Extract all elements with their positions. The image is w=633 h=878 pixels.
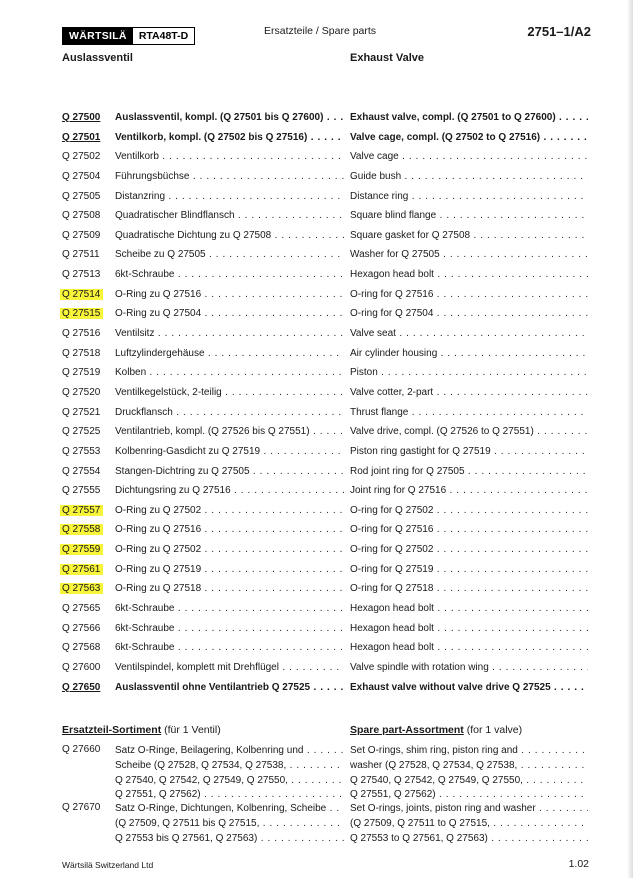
- part-description-english-text: Hexagon head bolt: [350, 642, 434, 654]
- part-description-english-text: Square blind flange: [350, 210, 437, 222]
- assortment-line-text: Q 27540, Q 27542, Q 27549, Q 27550,: [350, 774, 523, 786]
- assortment-line-text: Q 27553 to Q 27561, Q 27563): [350, 832, 488, 844]
- table-row: [0, 599, 633, 619]
- part-description-german-text: O-Ring zu Q 27502: [115, 504, 202, 516]
- assortment-line-text: Satz O-Ringe, Dichtungen, Kolbenring, Scheibe: [115, 803, 327, 814]
- table-row: [0, 501, 633, 521]
- part-description-english: [350, 638, 588, 658]
- part-code: [62, 128, 112, 148]
- part-code: [62, 403, 112, 423]
- part-description-german-text: Druckflansch: [115, 406, 173, 418]
- part-description-english: [350, 481, 588, 501]
- part-description-english: [350, 304, 588, 324]
- title-german: Auslassventil: [62, 52, 133, 64]
- part-description-german: [115, 363, 344, 383]
- part-description-english: [350, 245, 588, 265]
- part-code: [62, 265, 112, 285]
- table-row: [0, 540, 633, 560]
- part-description-german-text: O-Ring zu Q 27504: [115, 308, 202, 320]
- part-code: [62, 324, 112, 344]
- assortment-line: [115, 832, 344, 847]
- part-description-english-text: Washer for Q 27505: [350, 249, 440, 261]
- assortment-description-german: [115, 802, 344, 846]
- part-description-german: [115, 560, 344, 580]
- part-description-english: [350, 187, 588, 207]
- table-row: [0, 226, 633, 246]
- table-row: [0, 520, 633, 540]
- part-description-english: [350, 128, 588, 148]
- part-description-german-text: 6kt-Schraube: [115, 603, 175, 615]
- part-description-german-text: Scheibe zu Q 27505: [115, 249, 206, 261]
- part-code: [62, 481, 112, 501]
- part-description-german: [115, 344, 344, 364]
- part-code-text: Q 27508: [62, 210, 101, 222]
- part-description-english: [350, 520, 588, 540]
- part-description-english-text: Thrust flange: [350, 406, 409, 418]
- part-description-english-text: Hexagon head bolt: [350, 622, 434, 634]
- assortment-line-text: Q 27551, Q 27562): [350, 789, 436, 801]
- part-code: [62, 187, 112, 207]
- part-description-german-text: Führungsbüchse: [115, 170, 190, 182]
- part-description-german: [115, 520, 344, 540]
- assortment-heading-de-note: (für 1 Ventil): [161, 724, 221, 736]
- assortment-line: [115, 802, 344, 817]
- part-code: [62, 678, 112, 698]
- table-row: [0, 560, 633, 580]
- part-code: [62, 422, 112, 442]
- part-description-german: [115, 304, 344, 324]
- part-description-english: [350, 462, 588, 482]
- part-description-german: [115, 206, 344, 226]
- part-description-english: [350, 206, 588, 226]
- part-code: [62, 206, 112, 226]
- part-description-german-text: Ventilantrieb, kompl. (Q 27526 bis Q 27551): [115, 426, 310, 438]
- part-description-german: [115, 658, 344, 678]
- part-description-german: [115, 579, 344, 599]
- part-description-english-text: Valve spindle with rotation wing: [350, 661, 489, 673]
- part-description-english: [350, 344, 588, 364]
- part-description-german: [115, 638, 344, 658]
- part-code: [62, 226, 112, 246]
- part-description-english-text: Valve seat: [350, 328, 396, 340]
- assortment-line: [350, 759, 588, 774]
- part-description-english: [350, 226, 588, 246]
- table-row: [0, 462, 633, 482]
- part-description-english: [350, 501, 588, 521]
- part-description-english: [350, 383, 588, 403]
- part-code: [62, 579, 112, 599]
- part-code-text: Q 27518: [62, 347, 101, 359]
- engine-model: RTA48T-D: [138, 30, 189, 42]
- part-description-german-text: O-Ring zu Q 27502: [115, 544, 202, 556]
- part-description-german: [115, 265, 344, 285]
- parts-table: [0, 108, 633, 697]
- assortment-line-text: Set O-rings, shim ring, piston ring and: [350, 745, 518, 756]
- part-code-text: Q 27566: [62, 622, 101, 634]
- part-description-english: [350, 540, 588, 560]
- part-description-english-text: Valve cage: [350, 151, 399, 163]
- part-description-german: [115, 108, 344, 128]
- part-description-german-text: O-Ring zu Q 27516: [115, 524, 202, 536]
- brand-badge: [62, 27, 195, 45]
- table-row: [0, 383, 633, 403]
- footer-company: Wärtsilä Switzerland Ltd: [62, 860, 154, 870]
- part-description-german: [115, 501, 344, 521]
- brand-logo: WÄRTSILÄ: [63, 28, 133, 44]
- assortment-line: [115, 774, 344, 789]
- part-description-english: [350, 619, 588, 639]
- assortment-line-text: Satz O-Ringe, Beilagering, Kolbenring und: [115, 745, 304, 756]
- part-code: [62, 363, 112, 383]
- assortment-heading-en-note: (for 1 valve): [463, 724, 523, 736]
- part-description-english-text: Hexagon head bolt: [350, 603, 434, 615]
- part-code: [62, 462, 112, 482]
- part-description-english-text: O-ring for Q 27516: [350, 288, 434, 300]
- part-code-text: Q 27519: [62, 367, 101, 379]
- part-code-text: Q 27561: [60, 564, 103, 575]
- part-description-english: [350, 265, 588, 285]
- part-description-german-text: O-Ring zu Q 27516: [115, 288, 202, 300]
- part-description-english: [350, 403, 588, 423]
- table-row: [0, 619, 633, 639]
- part-description-german-text: Dichtungsring zu Q 27516: [115, 485, 231, 497]
- part-description-english-text: Joint ring for Q 27516: [350, 485, 447, 497]
- table-row: [0, 658, 633, 678]
- part-description-german: [115, 422, 344, 442]
- part-code-text: Q 27558: [60, 524, 103, 535]
- table-row: [0, 344, 633, 364]
- part-description-german-text: O-Ring zu Q 27519: [115, 563, 202, 575]
- part-description-english-text: Piston: [350, 367, 378, 379]
- part-code: [62, 501, 112, 521]
- part-description-english-text: Exhaust valve without valve drive Q 27525: [350, 681, 551, 693]
- assortment-line-text: washer (Q 27528, Q 27534, Q 27538,: [350, 759, 518, 771]
- part-code: [62, 599, 112, 619]
- assortment-line-text: (Q 27509, Q 27511 bis Q 27515,: [115, 817, 260, 829]
- part-description-english-text: O-ring for Q 27519: [350, 563, 434, 575]
- table-row: [0, 638, 633, 658]
- part-code-text: Q 27500: [62, 112, 101, 123]
- assortment-line: [350, 788, 588, 803]
- part-description-english-text: Guide bush: [350, 170, 402, 182]
- document-number: 2751–1/A2: [527, 24, 591, 39]
- assortment-line: [350, 832, 588, 847]
- part-description-english: [350, 108, 588, 128]
- table-row: [0, 285, 633, 305]
- assortment-line-text: Q 27551, Q 27562): [115, 789, 201, 801]
- part-description-english-text: Hexagon head bolt: [350, 269, 434, 281]
- part-code-text: Q 27509: [62, 229, 101, 241]
- assortment-line: [115, 788, 344, 803]
- part-code-text: Q 27565: [62, 603, 101, 615]
- part-code-text: Q 27505: [62, 190, 101, 202]
- part-description-german-text: 6kt-Schraube: [115, 622, 175, 634]
- title-english: Exhaust Valve: [350, 52, 424, 64]
- assortment-heading-de-text: Ersatzteil-Sortiment: [62, 724, 162, 736]
- part-description-german-text: Luftzylindergehäuse: [115, 347, 205, 359]
- part-description-german-text: Distanzring: [115, 190, 166, 202]
- assortment-line: [115, 817, 344, 832]
- part-description-english: [350, 363, 588, 383]
- assortment-line-text: Q 27540, Q 27542, Q 27549, Q 27550,: [115, 774, 288, 786]
- part-description-english-text: Rod joint ring for Q 27505: [350, 465, 465, 477]
- part-code-text: Q 27511: [62, 249, 100, 261]
- part-description-english-text: O-ring for Q 27516: [350, 524, 434, 536]
- part-description-english: [350, 324, 588, 344]
- part-description-english-text: Valve drive, compl. (Q 27526 to Q 27551): [350, 426, 534, 438]
- table-row: [0, 167, 633, 187]
- part-description-german: [115, 128, 344, 148]
- part-description-german: [115, 226, 344, 246]
- part-code-text: Q 27516: [62, 328, 101, 340]
- part-code: [62, 285, 112, 305]
- part-description-english-text: Valve cotter, 2-part: [350, 386, 434, 398]
- part-description-german-text: 6kt-Schraube: [115, 642, 175, 654]
- part-code: [62, 658, 112, 678]
- table-row: [0, 403, 633, 423]
- assortment-heading-german: [62, 724, 221, 736]
- assortment-description-english: [350, 744, 588, 803]
- part-description-english-text: Distance ring: [350, 190, 409, 202]
- part-code: [62, 619, 112, 639]
- assortment-line-text: Set O-rings, joints, piston ring and washer: [350, 803, 536, 814]
- header-subtitle: Ersatzteile / Spare parts: [264, 25, 377, 37]
- part-code-text: Q 27600: [62, 661, 101, 673]
- part-code-text: Q 27563: [60, 583, 103, 594]
- assortment-heading-english: [350, 724, 522, 736]
- assortment-line: [350, 817, 588, 832]
- part-description-english-text: Valve cage, compl. (Q 27502 to Q 27516): [350, 131, 541, 143]
- table-row: [0, 422, 633, 442]
- part-description-english-text: Exhaust valve, compl. (Q 27501 to Q 27600): [350, 112, 556, 123]
- assortment-line-text: (Q 27509, Q 27511 to Q 27515,: [350, 817, 490, 829]
- part-description-german: [115, 403, 344, 423]
- part-description-german: [115, 540, 344, 560]
- assortment-code: Q 27660: [62, 744, 101, 755]
- part-code-text: Q 27557: [60, 505, 103, 516]
- part-code: [62, 383, 112, 403]
- assortment-code: Q 27670: [62, 802, 101, 813]
- assortment-line: [350, 744, 588, 759]
- part-description-english-text: Piston ring gastight for Q 27519: [350, 445, 491, 457]
- part-description-german: [115, 245, 344, 265]
- part-description-english-text: O-ring for Q 27502: [350, 504, 434, 516]
- part-code-text: Q 27504: [62, 170, 101, 182]
- part-description-german: [115, 187, 344, 207]
- part-code-text: Q 27514: [60, 289, 103, 300]
- part-code-text: Q 27515: [60, 308, 103, 319]
- part-description-german-text: Kolbenring-Gasdicht zu Q 27519: [115, 445, 261, 457]
- assortment-line: [350, 802, 588, 817]
- part-description-german: [115, 678, 344, 698]
- part-code: [62, 638, 112, 658]
- table-row: [0, 265, 633, 285]
- part-description-english: [350, 167, 588, 187]
- table-row: [0, 128, 633, 148]
- assortment-line-text: Q 27553 bis Q 27561, Q 27563): [115, 832, 258, 844]
- part-code-text: Q 27513: [62, 269, 101, 281]
- assortment-line: [115, 759, 344, 774]
- part-code: [62, 245, 112, 265]
- part-description-english: [350, 678, 588, 698]
- part-code-text: Q 27525: [62, 426, 101, 438]
- table-row: [0, 206, 633, 226]
- part-description-english: [350, 560, 588, 580]
- part-description-german-text: Ventilspindel, komplett mit Drehflügel: [115, 661, 279, 673]
- part-description-german-text: Quadratische Dichtung zu Q 27508: [115, 229, 272, 241]
- part-code-text: Q 27650: [62, 681, 101, 693]
- part-description-german-text: Ventilsitz: [115, 328, 155, 340]
- part-code-text: Q 27553: [62, 445, 101, 457]
- part-description-german-text: Ventilkorb: [115, 151, 159, 163]
- part-code-text: Q 27555: [62, 485, 101, 497]
- part-description-german: [115, 324, 344, 344]
- part-description-german: [115, 442, 344, 462]
- table-row: [0, 245, 633, 265]
- part-code: [62, 540, 112, 560]
- part-code: [62, 147, 112, 167]
- page-number: 1.02: [568, 858, 589, 870]
- assortment-line: [115, 744, 344, 759]
- part-description-german: [115, 599, 344, 619]
- part-description-english-text: O-ring for Q 27518: [350, 583, 434, 595]
- part-code: [62, 304, 112, 324]
- part-description-english: [350, 285, 588, 305]
- part-code-text: Q 27568: [62, 642, 101, 654]
- part-description-english: [350, 658, 588, 678]
- part-description-german: [115, 147, 344, 167]
- part-description-german: [115, 619, 344, 639]
- part-description-german: [115, 481, 344, 501]
- part-description-german-text: Auslassventil, kompl. (Q 27501 bis Q 27600): [115, 112, 324, 123]
- part-description-english-text: O-ring for Q 27502: [350, 544, 434, 556]
- assortment-line: [350, 774, 588, 789]
- part-description-german-text: 6kt-Schraube: [115, 269, 175, 281]
- table-row: [0, 187, 633, 207]
- part-code: [62, 344, 112, 364]
- part-description-english: [350, 599, 588, 619]
- part-code: [62, 167, 112, 187]
- part-code-text: Q 27559: [60, 544, 103, 555]
- part-code: [62, 442, 112, 462]
- part-description-german: [115, 383, 344, 403]
- part-description-english-text: Air cylinder housing: [350, 347, 438, 359]
- part-code-text: Q 27554: [62, 465, 101, 477]
- part-description-english: [350, 147, 588, 167]
- part-description-german-text: Quadratischer Blindflansch: [115, 210, 235, 222]
- part-code-text: Q 27502: [62, 151, 101, 163]
- part-description-english: [350, 422, 588, 442]
- part-description-german-text: O-Ring zu Q 27518: [115, 583, 202, 595]
- part-description-german: [115, 167, 344, 187]
- part-description-english-text: O-ring for Q 27504: [350, 308, 434, 320]
- table-row: [0, 678, 633, 698]
- part-description-german-text: Kolben: [115, 367, 147, 379]
- part-description-german-text: Ventilkegelstück, 2-teilig: [115, 386, 222, 398]
- part-code: [62, 108, 112, 128]
- part-code: [62, 520, 112, 540]
- part-description-english-text: Square gasket for Q 27508: [350, 229, 471, 241]
- table-row: [0, 481, 633, 501]
- part-description-english: [350, 579, 588, 599]
- table-row: [0, 363, 633, 383]
- assortment-heading-en-text: Spare part-Assortment: [350, 724, 464, 736]
- table-row: [0, 108, 633, 128]
- part-description-german: [115, 285, 344, 305]
- table-row: [0, 147, 633, 167]
- part-code: [62, 560, 112, 580]
- table-row: [0, 324, 633, 344]
- part-description-german-text: Stangen-Dichtring zu Q 27505: [115, 465, 250, 477]
- table-row: [0, 579, 633, 599]
- part-description-german-text: Ventilkorb, kompl. (Q 27502 bis Q 27516): [115, 131, 308, 143]
- part-code-text: Q 27520: [62, 386, 101, 398]
- assortment-description-english: [350, 802, 588, 846]
- table-row: [0, 442, 633, 462]
- assortment-description-german: [115, 744, 344, 803]
- part-description-german: [115, 462, 344, 482]
- part-code-text: Q 27501: [62, 131, 101, 143]
- table-row: [0, 304, 633, 324]
- part-code-text: Q 27521: [62, 406, 101, 418]
- part-description-english: [350, 442, 588, 462]
- part-description-german-text: Auslassventil ohne Ventilantrieb Q 27525: [115, 681, 311, 693]
- assortment-line-text: Scheibe (Q 27528, Q 27534, Q 27538,: [115, 759, 287, 771]
